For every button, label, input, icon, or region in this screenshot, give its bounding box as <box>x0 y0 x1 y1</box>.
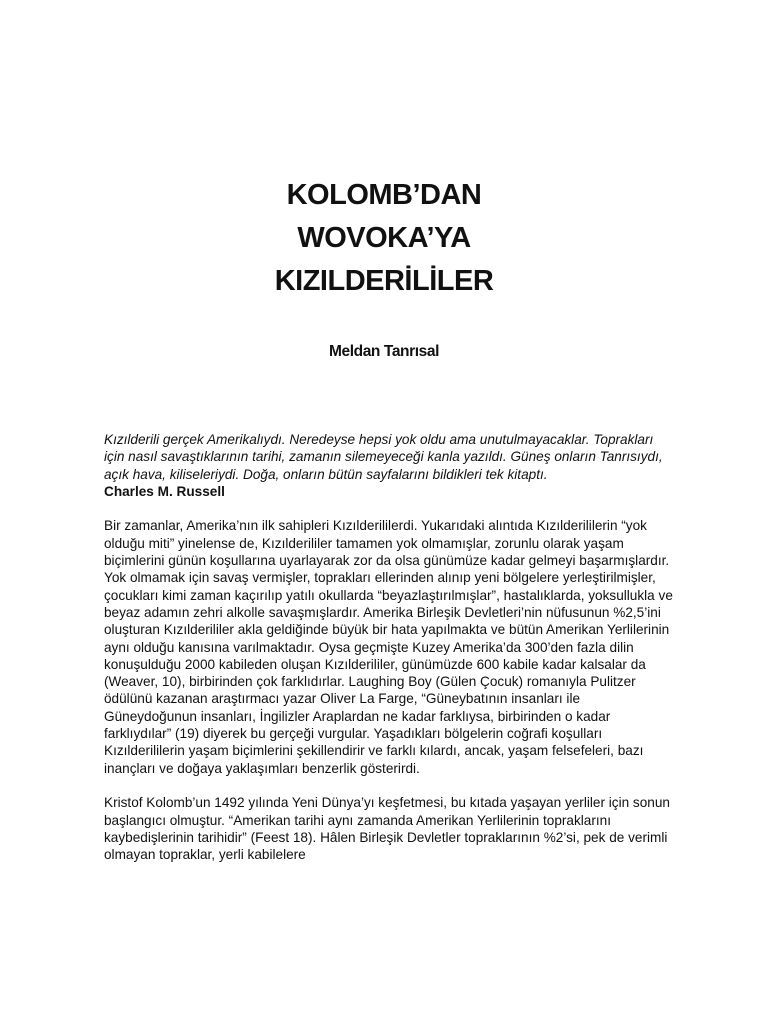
body-text <box>104 431 674 881</box>
title-line-3: KIZILDERİLİLER <box>274 265 494 297</box>
epigraph-quote: Kızılderili gerçek Amerikalıydı. Neredeyse hepsi yok oldu ama unutulmayacaklar. Toprakları için nasıl savaştıklarının tarihi, zamanın silemeyeceği kanla yazıldı. Güneş onların Tanrısıydı, açık hava, kiliseleriydi. Doğa, onların bütün sayfalarını bildikleri tek kitaptı. <box>104 432 663 482</box>
paragraph: Bir zamanlar, Amerika’nın ilk sahipleri Kızılderililerdi. Yukarıdaki alıntıda Kızılderililerin “yok olduğu miti” yinelense de, Kızılderililer tamamen yok olmamışlar, zorunlu olarak yaşam biçimlerini günün koşullarına uyarlayarak zor da olsa günümüze kadar gelmeyi başarmışlardır. Yok olmamak için savaş vermişler, toprakları ellerinden alınıp yeni bölgelere yerleştirilmişler, çocukları kimi zaman kaçırılıp yatılı okullarda “beyazlaştırılmışlar”, hastalıklarda, yoksullukla ve beyaz adamın zehri alkolle savaşmışlardır. Amerika Birleşik Devletleri’nin nüfusunun %2,5’ini oluşturan Kızılderililer akla geldiğinde büyük bir hata yapılmakta ve bütün Amerikan Yerlilerinin aynı olduğu kanısına varılmaktadır. Oysa geçmişte Kuzey Amerika’da 300’den fazla dilin konuşulduğu 2000 kabileden oluşan Kızılderililer, günümüzde 600 kabile kadar kalsalar da (Weaver, 10), birbirinden çok farklıdırlar. Laughing Boy (Gülen Çocuk) romanıyla Pulitzer ödülünü kazanan araştırmacı yazar Oliver La Farge, “Güneybatının insanları ile Güneydoğunun insanları, İngilizler Araplardan ne kadar farklıysa, birbirinden o kadar farklıydılar” (19) diyerek bu gerçeği vurgular. Yaşadıkları bölgelerin coğrafi koşulları Kızılderililerin yaşam biçimlerini şekillendirir ve farklı kılardı, ancak, yaşam felsefeleri, bazı inançları ve doğaya yaklaşımları benzerlik gösterirdi. <box>104 518 673 776</box>
document-title <box>0 174 768 303</box>
title-line-2: WOVOKA’YA <box>297 222 471 254</box>
author-name: Meldan Tanrısal <box>329 343 439 360</box>
paragraph: Kristof Kolomb’un 1492 yılında Yeni Dünya’yı keşfetmesi, bu kıtada yaşayan yerliler için sonun başlangıcı olmuştur. “Amerikan tarihi aynı zamanda Amerikan Yerlilerinin topraklarını kaybedişlerinin tarihidir” (Feest 18). Hâlen Birleşik Devletler topraklarının %2’si, pek de verimli olmayan topraklar, yerli kabilelere <box>104 795 670 863</box>
title-line-1: KOLOMB’DAN <box>286 179 482 211</box>
epigraph-attribution: Charles M. Russell <box>104 483 225 499</box>
